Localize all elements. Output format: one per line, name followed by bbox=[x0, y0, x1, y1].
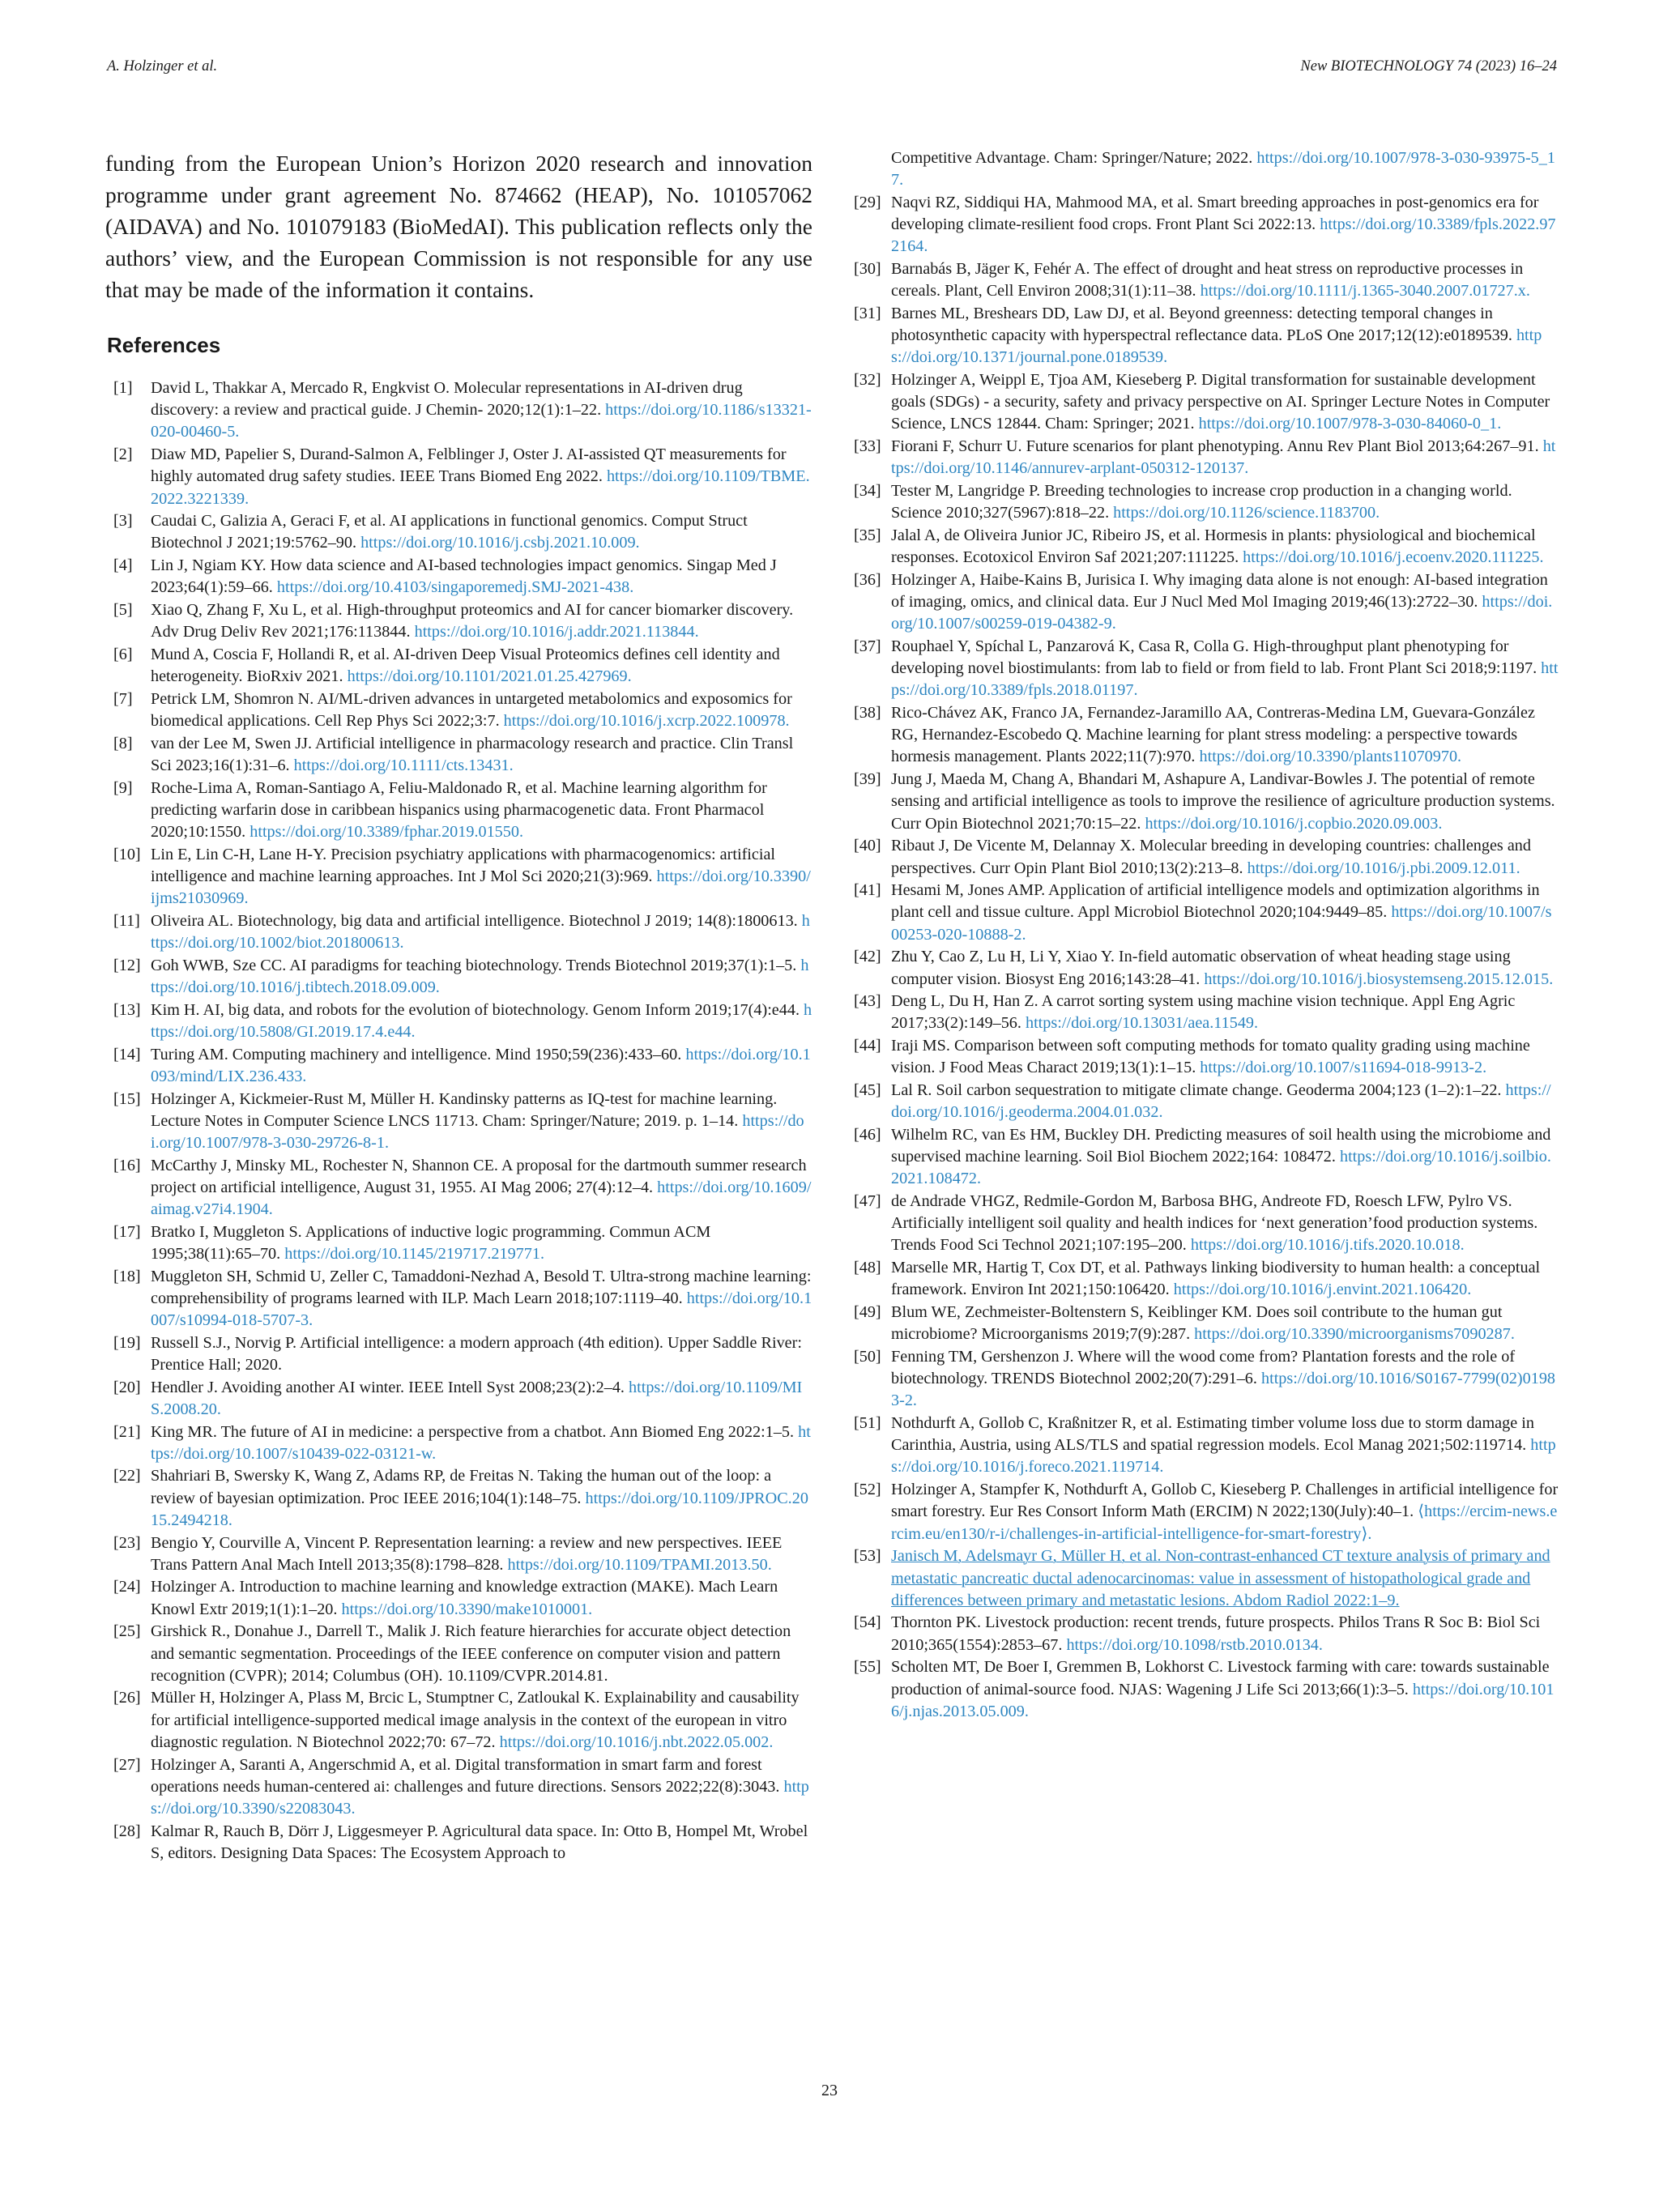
reference-text: Kim H. AI, big data, and robots for the evolution of biotechnology. Genom Inform 2019;17(4):e44. bbox=[151, 1000, 800, 1019]
reference-doi-link[interactable]: https://doi.org/10.1002/biot.201800613. bbox=[151, 911, 810, 953]
reference-text: Blum WE, Zechmeister-Boltenstern S, Keiblinger KM. Does soil contribute to the human gut microbiome? Microorganisms 2019;7(9):287. bbox=[891, 1303, 1503, 1344]
reference-number: [13] bbox=[113, 1000, 141, 1019]
reference-doi-link[interactable]: https://doi.org/10.3389/fphar.2019.01550. bbox=[249, 823, 524, 842]
reference-number: [37] bbox=[854, 637, 881, 655]
reference-text: Scholten MT, De Boer I, Gremmen B, Lokhorst C. Livestock farming with care: towards sustainable production of animal-source food. NJAS: Wagening J Life Sci 2013;66(1):3–5. bbox=[891, 1658, 1550, 1698]
reference-continuation bbox=[846, 147, 1559, 191]
reference-doi-link[interactable]: https://doi.org/10.1007/978-3-030-84060-0_1. bbox=[1198, 415, 1502, 433]
reference-doi-link[interactable]: https://doi.org/10.1007/s10439-022-03121-w. bbox=[151, 1422, 811, 1463]
reference-number: [38] bbox=[854, 704, 881, 722]
reference-item bbox=[846, 1124, 1559, 1191]
reference-item bbox=[105, 1332, 812, 1376]
reference-number: [7] bbox=[113, 689, 133, 708]
reference-number: [40] bbox=[854, 837, 881, 855]
reference-text: Janisch M, Adelsmayr G, Müller H, et al. Non-contrast-enhanced CT texture analysis of primary and metastatic pancreatic ductal adenocarcinomas: value in assessment of histopathological grade and differences between primary and metastatic lesions. Abdom Radiol 2022:1–9. bbox=[891, 1547, 1550, 1609]
reference-text: Bratko I, Muggleton S. Applications of inductive logic programming. Commun ACM 1995;38(11):65–70. bbox=[151, 1222, 711, 1263]
reference-item bbox=[105, 1421, 812, 1465]
reference-number: [36] bbox=[854, 570, 881, 589]
reference-doi-link[interactable]: https://doi.org/10.1007/s00259-019-04382-9. bbox=[891, 593, 1553, 633]
reference-doi-link[interactable]: https://doi.org/10.1101/2021.01.25.427969. bbox=[347, 667, 632, 686]
reference-text: Fiorani F, Schurr U. Future scenarios for plant phenotyping. Annu Rev Plant Biol 2013;64:267–91. bbox=[891, 437, 1539, 456]
reference-text: Naqvi RZ, Siddiqui HA, Mahmood MA, et al. Smart breeding approaches in post-genomics era for developing climate-resilient food crops. Front Plant Sci 2022:13. bbox=[891, 193, 1539, 234]
reference-doi-link[interactable]: https://doi.org/10.1007/978-3-030-29726-8-1. bbox=[151, 1111, 804, 1152]
reference-item bbox=[105, 1621, 812, 1687]
reference-text: Holzinger A, Weippl E, Tjoa AM, Kieseberg P. Digital transformation for sustainable development goals (SDGs) - a security, safety and privacy perspective on AI. Springer Lecture Notes in Computer Science, LNCS 12844. Cham: Springer; 2021. bbox=[891, 371, 1550, 433]
reference-text: Oliveira AL. Biotechnology, big data and artificial intelligence. Biotechnol J 2019; 14(8):1800613. bbox=[151, 911, 798, 930]
reference-number: [32] bbox=[854, 371, 881, 390]
reference-number: [17] bbox=[113, 1222, 141, 1241]
reference-doi-link[interactable]: https://doi.org/10.3390/plants11070970. bbox=[1199, 748, 1462, 766]
reference-number: [49] bbox=[854, 1303, 881, 1322]
reference-doi-link[interactable]: https://doi.org/10.1016/j.pbi.2009.12.011. bbox=[1247, 859, 1520, 877]
reference-doi-link[interactable]: https://doi.org/10.3389/fpls.2018.01197. bbox=[891, 659, 1559, 700]
reference-item bbox=[846, 1191, 1559, 1257]
reference-doi-link[interactable]: https://doi.org/10.1371/journal.pone.0189539. bbox=[891, 326, 1542, 367]
running-head-journal: New BIOTECHNOLOGY 74 (2023) 16–24 bbox=[1300, 58, 1557, 75]
reference-item bbox=[846, 1656, 1559, 1723]
reference-text: Mund A, Coscia F, Hollandi R, et al. AI-driven Deep Visual Proteomics defines cell identity and heterogeneity. BioRxiv 2021. bbox=[151, 645, 780, 686]
reference-item bbox=[105, 644, 812, 688]
reference-number: [48] bbox=[854, 1259, 881, 1277]
reference-doi-link[interactable]: https://doi.org/10.1093/mind/LIX.236.433. bbox=[151, 1045, 811, 1085]
reference-number: [43] bbox=[854, 992, 881, 1011]
reference-doi-link[interactable]: https://doi.org/10.1016/j.nbt.2022.05.002. bbox=[499, 1733, 774, 1751]
reference-number: [46] bbox=[854, 1125, 881, 1144]
reference-number: [8] bbox=[113, 734, 133, 752]
reference-doi-link[interactable]: https://doi.org/10.3390/make1010001. bbox=[341, 1600, 593, 1618]
reference-text: Diaw MD, Papelier S, Durand-Salmon A, Felblinger J, Oster J. AI-assisted QT measurements for highly automated drug safety studies. IEEE Trans Biomed Eng 2022. bbox=[151, 445, 787, 486]
reference-doi-link[interactable]: https://doi.org/10.1146/annurev-arplant-050312-120137. bbox=[891, 437, 1556, 478]
reference-text: Muggleton SH, Schmid U, Zeller C, Tamaddoni-Nezhad A, Besold T. Ultra-strong machine learning: comprehensibility of programs learned with ILP. Mach Learn 2018;107:1119–40. bbox=[151, 1267, 812, 1307]
reference-text: Lin J, Ngiam KY. How data science and AI-based technologies impact genomics. Singap Med J 2023;64(1):59–66. bbox=[151, 556, 777, 597]
reference-item bbox=[846, 192, 1559, 258]
reference-number: [55] bbox=[854, 1658, 881, 1677]
left-column bbox=[105, 147, 812, 1865]
reference-item bbox=[105, 1687, 812, 1754]
reference-number: [42] bbox=[854, 948, 881, 966]
reference-item bbox=[105, 555, 812, 599]
reference-text: Barnabás B, Jäger K, Fehér A. The effect of drought and heat stress on reproductive processes in cereals. Plant, Cell Environ 2008;31(1):11–38. bbox=[891, 260, 1524, 300]
reference-text: Barnes ML, Breshears DD, Law DJ, et al. Beyond greenness: detecting temporal changes in photosynthetic capacity with hyperspectral reflectance data. PLoS One 2017;12(12):e0189539. bbox=[891, 304, 1512, 345]
reference-number: [26] bbox=[113, 1689, 141, 1707]
reference-doi-link[interactable]: https://doi.org/10.3390/microorganisms7090287. bbox=[1194, 1325, 1515, 1344]
reference-text: Zhu Y, Cao Z, Lu H, Li Y, Xiao Y. In-field automatic observation of wheat heading stage using computer vision. Biosyst Eng 2016;143:28–41. bbox=[891, 948, 1511, 988]
reference-number: [24] bbox=[113, 1578, 141, 1596]
reference-item bbox=[105, 844, 812, 910]
reference-number: [6] bbox=[113, 645, 133, 663]
reference-text: Thornton PK. Livestock production: recent trends, future prospects. Philos Trans R Soc B: Biol Sci 2010;365(1554):2853–67. bbox=[891, 1613, 1541, 1654]
reference-text: Nothdurft A, Gollob C, Kraßnitzer R, et al. Estimating timber volume loss due to storm damage in Carinthia, Austria, using ALS/TLS and spatial regression models. Ecol Manag 2021;502:119714. bbox=[891, 1414, 1534, 1455]
reference-item bbox=[846, 1612, 1559, 1656]
reference-text: McCarthy J, Minsky ML, Rochester N, Shannon CE. A proposal for the dartmouth summer research project on artificial intelligence, August 31, 1955. AI Mag 2006; 27(4):12–4. bbox=[151, 1156, 807, 1196]
reference-text: Competitive Advantage. Cham: Springer/Nature; 2022. bbox=[891, 149, 1253, 167]
reference-doi-link[interactable]: https://doi.org/10.1126/science.1183700. bbox=[1113, 504, 1380, 522]
reference-number: [28] bbox=[113, 1822, 141, 1840]
reference-text: Petrick LM, Shomron N. AI/ML-driven advances in untargeted metabolomics and exposomics for biomedical applications. Cell Rep Phys Sci 2022;3:7. bbox=[151, 689, 792, 731]
reference-item bbox=[105, 999, 812, 1043]
reference-item bbox=[105, 910, 812, 954]
reference-doi-link[interactable]: https://doi.org/10.1016/j.ecoenv.2020.111225. bbox=[1243, 548, 1544, 567]
references-heading: References bbox=[107, 333, 221, 357]
reference-item bbox=[105, 510, 812, 554]
reference-item bbox=[846, 880, 1559, 946]
reference-item bbox=[105, 599, 812, 643]
reference-text: Rouphael Y, Spíchal L, Panzarová K, Casa R, Colla G. High-throughput plant phenotyping for developing novel biostimulants: from lab to field or from field to lab. Front Plant Sci 2018;9:1197. bbox=[891, 637, 1537, 678]
reference-text: Girshick R., Donahue J., Darrell T., Malik J. Rich feature hierarchies for accurate object detection and semantic segmentation. Proceedings of the IEEE conference on computer vision and pattern recognition (CVPR); 2014; Columbus (OH). 10.1109/CVPR.2014.81. bbox=[151, 1622, 791, 1685]
reference-text: Lin E, Lin C-H, Lane H-Y. Precision psychiatry applications with pharmacogenomics: artificial intelligence and machine learning approaches. Int J Mol Sci 2020;21(3):969. bbox=[151, 845, 776, 885]
reference-text: Caudai C, Galizia A, Geraci F, et al. AI applications in functional genomics. Comput Struct Biotechnol J 2021;19:5762–90. bbox=[151, 512, 748, 552]
reference-item bbox=[105, 1089, 812, 1155]
reference-number: [23] bbox=[113, 1533, 141, 1552]
reference-number: [51] bbox=[854, 1414, 881, 1433]
reference-number: [18] bbox=[113, 1267, 141, 1285]
reference-number: [45] bbox=[854, 1081, 881, 1100]
reference-item bbox=[105, 1754, 812, 1821]
reference-number: [22] bbox=[113, 1467, 141, 1485]
reference-number: [27] bbox=[113, 1755, 141, 1774]
reference-doi-link[interactable]: https://doi.org/10.1145/219717.219771. bbox=[284, 1244, 545, 1263]
reference-number: [11] bbox=[113, 911, 140, 930]
reference-text: Müller H, Holzinger A, Plass M, Brcic L, Stumptner C, Zatloukal K. Explainability and causability for artificial intelligence-supported medical image analysis in the context of the european in vitro diagnostic regulation. N Biotechnol 2022;70: 67–72. bbox=[151, 1689, 800, 1751]
reference-doi-link[interactable]: https://doi.org/10.4103/singaporemedj.SMJ-2021-438. bbox=[276, 578, 634, 597]
funding-statement: funding from the European Union’s Horizon 2020 research and innovation programme under grant agreement No. 874662 (HEAP), No. 101057062 (AIDAVA) and No. 101079183 (BioMedAI). This publication reflects only the authors’ view, and the European Commission is not responsible for any use that may be made of the information it contains. bbox=[105, 151, 812, 302]
reference-text: Holzinger A, Kickmeier-Rust M, Müller H. Kandinsky patterns as IQ-test for machine learning. Lecture Notes in Computer Science LNCS 11713. Cham: Springer/Nature; 2019. p. 1–14. bbox=[151, 1089, 778, 1130]
reference-doi-link[interactable]: https://doi.org/10.1098/rstb.2010.0134. bbox=[1066, 1635, 1323, 1654]
reference-item bbox=[846, 1479, 1559, 1545]
reference-text: Bengio Y, Courville A, Vincent P. Representation learning: a review and new perspectives. IEEE Trans Pattern Anal Mach Intell 2013;35(8):1798–828. bbox=[151, 1533, 783, 1574]
reference-text: King MR. The future of AI in medicine: a perspective from a chatbot. Ann Biomed Eng 2022:1–5. bbox=[151, 1422, 795, 1441]
reference-text: Hendler J. Avoiding another AI winter. IEEE Intell Syst 2008;23(2):2–4. bbox=[151, 1378, 625, 1396]
reference-text: Marselle MR, Hartig T, Cox DT, et al. Pathways linking biodiversity to human health: a conceptual framework. Environ Int 2021;150:106420. bbox=[891, 1259, 1541, 1299]
reference-number: [53] bbox=[854, 1547, 881, 1566]
reference-number: [50] bbox=[854, 1347, 881, 1366]
reference-number: [31] bbox=[854, 304, 881, 322]
reference-doi-link[interactable]: https://doi.org/10.1186/s13321-020-00460-5. bbox=[151, 401, 812, 441]
reference-doi-link[interactable]: https://doi.org/10.1111/j.1365-3040.2007.01727.x. bbox=[1200, 282, 1530, 300]
reference-item bbox=[105, 1044, 812, 1088]
reference-text: de Andrade VHGZ, Redmile-Gordon M, Barbosa BHG, Andreote FD, Roesch LFW, Pylro VS. Artificially intelligent soil quality and health indices for ‘next generation’food production systems. Trends Food Sci Technol 2021;107:195–200. bbox=[891, 1192, 1538, 1255]
page-number: 23 bbox=[821, 2082, 838, 2099]
reference-number: [21] bbox=[113, 1422, 141, 1441]
reference-number: [10] bbox=[113, 845, 141, 863]
reference-item bbox=[846, 1035, 1559, 1079]
reference-doi-link[interactable]: https://doi.org/10.1016/S0167-7799(02)01983-2. bbox=[891, 1370, 1556, 1410]
reference-number: [1] bbox=[113, 379, 133, 397]
reference-item bbox=[846, 480, 1559, 524]
reference-item bbox=[105, 444, 812, 510]
reference-number: [47] bbox=[854, 1192, 881, 1211]
reference-doi-link[interactable]: https://doi.org/10.1016/j.tibtech.2018.09.009. bbox=[151, 956, 809, 996]
reference-text: Holzinger A. Introduction to machine learning and knowledge extraction (MAKE). Mach Learn Knowl Extr 2019;1(1):1–20. bbox=[151, 1578, 778, 1618]
reference-text: Tester M, Langridge P. Breeding technologies to increase crop production in a changing world. Science 2010;327(5967):818–22. bbox=[891, 482, 1512, 522]
reference-number: [29] bbox=[854, 193, 881, 211]
reference-number: [34] bbox=[854, 482, 881, 501]
reference-number: [20] bbox=[113, 1378, 141, 1396]
reference-text: Holzinger A, Stampfer K, Nothdurft A, Gollob C, Kieseberg P. Challenges in artificial intelligence for smart forestry. Eur Res Consort Inform Math (ERCIM) N 2022;130(July):40–1. bbox=[891, 1481, 1559, 1521]
reference-doi-link[interactable]: https://doi.org/10.1109/MIS.2008.20. bbox=[151, 1378, 803, 1418]
reference-item bbox=[846, 369, 1559, 436]
reference-item bbox=[846, 991, 1559, 1034]
reference-text: David L, Thakkar A, Mercado R, Engkvist O. Molecular representations in AI-driven drug discovery: a review and practical guide. J Chemin- 2020;12(1):1–22. bbox=[151, 379, 743, 420]
reference-number: [33] bbox=[854, 437, 881, 456]
reference-text: Xiao Q, Zhang F, Xu L, et al. High-throughput proteomics and AI for cancer biomarker discovery. Adv Drug Deliv Rev 2021;176:113844. bbox=[151, 601, 794, 641]
reference-text: Lal R. Soil carbon sequestration to mitigate climate change. Geoderma 2004;123 (1–2):1–22. bbox=[891, 1081, 1502, 1100]
reference-number: [12] bbox=[113, 956, 141, 974]
reference-item bbox=[105, 688, 812, 732]
reference-item bbox=[105, 1377, 812, 1421]
reference-doi-link[interactable]: https://doi.org/10.1109/JPROC.2015.2494218. bbox=[151, 1489, 808, 1529]
reference-doi-link[interactable]: https://doi.org/10.1016/j.biosystemseng.2015.12.015. bbox=[1204, 970, 1554, 988]
reference-doi-link[interactable]: https://doi.org/10.1609/aimag.v27i4.1904. bbox=[151, 1178, 812, 1219]
reference-number: [39] bbox=[854, 770, 881, 789]
reference-item bbox=[846, 436, 1559, 479]
reference-doi-link[interactable]: https://doi.org/10.3389/fpls.2022.972164. bbox=[891, 215, 1556, 256]
reference-doi-link[interactable]: https://doi.org/10.3390/s22083043. bbox=[151, 1777, 809, 1818]
reference-doi-link[interactable]: https://doi.org/10.1016/j.geoderma.2004.01.032. bbox=[891, 1081, 1551, 1122]
reference-list-left bbox=[105, 377, 812, 1865]
reference-item bbox=[105, 377, 812, 444]
reference-number: [3] bbox=[113, 512, 133, 531]
reference-text: Turing AM. Computing machinery and intelligence. Mind 1950;59(236):433–60. bbox=[151, 1045, 682, 1063]
reference-doi-link[interactable]: https://doi.org/10.1016/j.foreco.2021.119714. bbox=[891, 1436, 1556, 1477]
reference-item bbox=[105, 733, 812, 777]
reference-doi-link[interactable]: https://doi.org/10.13031/aea.11549. bbox=[1025, 1014, 1259, 1033]
reference-number: [16] bbox=[113, 1156, 141, 1174]
reference-text: Hesami M, Jones AMP. Application of artificial intelligence models and optimization algorithms in plant cell and tissue culture. Appl Microbiol Biotechnol 2020;104:9449–85. bbox=[891, 881, 1540, 922]
reference-item bbox=[846, 303, 1559, 369]
reference-item bbox=[105, 1155, 812, 1221]
reference-number: [25] bbox=[113, 1622, 141, 1641]
reference-text: Deng L, Du H, Han Z. A carrot sorting system using machine vision technique. Appl Eng Agric 2017;33(2):149–56. bbox=[891, 992, 1516, 1033]
reference-item bbox=[105, 1266, 812, 1332]
reference-number: [15] bbox=[113, 1089, 141, 1108]
reference-number: [19] bbox=[113, 1333, 141, 1352]
reference-number: [9] bbox=[113, 778, 133, 797]
reference-item bbox=[846, 1413, 1559, 1479]
reference-doi-link[interactable]: https://doi.org/10.1016/j.njas.2013.05.009. bbox=[891, 1680, 1555, 1720]
reference-item bbox=[846, 1080, 1559, 1123]
reference-number: [4] bbox=[113, 556, 133, 575]
reference-item bbox=[846, 769, 1559, 835]
reference-text: Kalmar R, Rauch B, Dörr J, Liggesmeyer P. Agricultural data space. In: Otto B, Hompel Mt, Wrobel S, editors. Designing Data Spaces: The Ecosystem Approach to bbox=[151, 1822, 808, 1862]
reference-item bbox=[105, 1465, 812, 1532]
reference-doi-link[interactable]: https://doi.org/10.1016/j.addr.2021.113844. bbox=[414, 623, 699, 641]
reference-text: Fenning TM, Gershenzon J. Where will the wood come from? Plantation forests and the role of biotechnology. TRENDS Biotechnol 2002;20(7):291–6. bbox=[891, 1347, 1516, 1388]
reference-item bbox=[846, 569, 1559, 636]
reference-item bbox=[105, 1532, 812, 1576]
reference-number: [30] bbox=[854, 260, 881, 279]
right-column bbox=[846, 147, 1559, 1723]
reference-doi-link[interactable]: https://doi.org/10.1007/s11694-018-9913-2. bbox=[1200, 1059, 1487, 1077]
reference-doi-link[interactable]: https://doi.org/10.1016/j.tifs.2020.10.018. bbox=[1190, 1236, 1465, 1255]
reference-text: Roche-Lima A, Roman-Santiago A, Feliu-Maldonado R, et al. Machine learning algorithm for predicting warfarin dose in caribbean hispanics using pharmacogenetic data. Front Pharmacol 2020;10:1550. bbox=[151, 778, 767, 842]
reference-number: [52] bbox=[854, 1481, 881, 1499]
reference-doi-link[interactable]: https://doi.org/10.1111/cts.13431. bbox=[293, 756, 514, 774]
reference-text: Jung J, Maeda M, Chang A, Bhandari M, Ashapure A, Landivar-Bowles J. The potential of remote sensing and artificial intelligence as tools to improve the resilience of agriculture production systems. Curr Opin Biotechnol 2021;70:15–22. bbox=[891, 770, 1555, 833]
reference-number: [35] bbox=[854, 526, 881, 544]
reference-text: Russell S.J., Norvig P. Artificial intelligence: a modern approach (4th edition). Upper Saddle River: Prentice Hall; 2020. bbox=[151, 1333, 802, 1374]
reference-item bbox=[105, 1576, 812, 1620]
reference-number: [54] bbox=[854, 1613, 881, 1632]
reference-doi-link[interactable]: https://doi.org/10.1016/j.csbj.2021.10.009. bbox=[360, 534, 640, 552]
reference-number: [41] bbox=[854, 881, 881, 900]
reference-item[interactable] bbox=[846, 1545, 1559, 1612]
reference-item bbox=[846, 636, 1559, 702]
reference-item bbox=[846, 1302, 1559, 1345]
reference-doi-link[interactable]: ⟨https://ercim-news.ercim.eu/en130/r-i/challenges-in-artificial-intelligence-for-smart-forestry⟩. bbox=[891, 1502, 1558, 1543]
reference-item bbox=[846, 525, 1559, 569]
reference-item bbox=[846, 835, 1559, 879]
reference-item bbox=[105, 1221, 812, 1265]
running-head-authors: A. Holzinger et al. bbox=[107, 58, 218, 75]
reference-text: Shahriari B, Swersky K, Wang Z, Adams RP, de Freitas N. Taking the human out of the loop: a review of bayesian optimization. Proc IEEE 2016;104(1):148–75. bbox=[151, 1467, 772, 1507]
reference-item bbox=[105, 955, 812, 999]
reference-text: Holzinger A, Saranti A, Angerschmid A, et al. Digital transformation in smart farm and forest operations needs human-centered ai: challenges and future directions. Sensors 2022;22(8):3043. bbox=[151, 1755, 780, 1796]
reference-number: [44] bbox=[854, 1037, 881, 1055]
reference-text: Iraji MS. Comparison between soft computing methods for tomato quality grading using machine vision. J Food Meas Charact 2019;13(1):1–15. bbox=[891, 1037, 1530, 1077]
reference-item bbox=[105, 778, 812, 844]
reference-list-right bbox=[846, 192, 1559, 1723]
reference-doi-link[interactable]: https://doi.org/10.1109/TPAMI.2013.50. bbox=[507, 1555, 772, 1574]
reference-number: [2] bbox=[113, 445, 133, 464]
reference-doi-link[interactable]: https://doi.org/10.1007/978-3-030-93975-5_17. bbox=[891, 149, 1555, 190]
reference-text: Rico-Chávez AK, Franco JA, Fernandez-Jaramillo AA, Contreras-Medina LM, Guevara-González RG, Hernandez-Escobedo Q. Machine learning for plant stress modeling: a perspective towards hormesis management. Plants 2022;11(7):970. bbox=[891, 704, 1535, 766]
reference-text: Holzinger A, Haibe-Kains B, Jurisica I. Why imaging data alone is not enough: AI-based integration of imaging, omics, and clinical data. Eur J Nucl Med Mol Imaging 2019;46(13):2722–30. bbox=[891, 570, 1548, 612]
reference-text: van der Lee M, Swen JJ. Artificial intelligence in pharmacology research and practice. Clin Transl Sci 2023;16(1):31–6. bbox=[151, 734, 794, 774]
reference-item bbox=[846, 1346, 1559, 1413]
reference-item bbox=[846, 702, 1559, 769]
reference-doi-link[interactable]: https://doi.org/10.1016/j.copbio.2020.09.003. bbox=[1145, 814, 1443, 833]
reference-doi-link[interactable]: https://doi.org/10.1109/TBME.2022.3221339. bbox=[151, 467, 810, 508]
reference-number: [5] bbox=[113, 601, 133, 620]
reference-doi-link[interactable]: https://doi.org/10.1007/s00253-020-10888-2. bbox=[891, 903, 1552, 944]
reference-text: Jalal A, de Oliveira Junior JC, Ribeiro JS, et al. Hormesis in plants: physiological and biochemical responses. Ecotoxicol Environ Saf 2021;207:111225. bbox=[891, 526, 1536, 567]
reference-item bbox=[846, 1257, 1559, 1301]
reference-item bbox=[846, 946, 1559, 990]
reference-doi-link[interactable]: https://doi.org/10.1007/s10994-018-5707-3. bbox=[151, 1289, 812, 1330]
reference-doi-link[interactable]: https://doi.org/10.1016/j.xcrp.2022.100978. bbox=[503, 712, 790, 731]
reference-item bbox=[105, 1821, 812, 1865]
reference-number: [14] bbox=[113, 1045, 141, 1063]
reference-item bbox=[846, 258, 1559, 302]
reference-doi-link[interactable]: https://doi.org/10.1016/j.soilbio.2021.108472. bbox=[891, 1148, 1551, 1188]
reference-doi-link[interactable]: https://doi.org/10.1016/j.envint.2021.106420. bbox=[1173, 1281, 1472, 1299]
reference-text: Goh WWB, Sze CC. AI paradigms for teaching biotechnology. Trends Biotechnol 2019;37(1):1–5. bbox=[151, 956, 797, 974]
reference-text: Wilhelm RC, van Es HM, Buckley DH. Predicting measures of soil health using the microbiome and supervised machine learning. Soil Biol Biochem 2022;164: 108472. bbox=[891, 1125, 1551, 1166]
reference-doi-link[interactable]: https://doi.org/10.5808/GI.2019.17.4.e44. bbox=[151, 1000, 812, 1041]
reference-text: Ribaut J, De Vicente M, Delannay X. Molecular breeding in developing countries: challenges and perspectives. Curr Opin Plant Biol 2010;13(2):213–8. bbox=[891, 837, 1531, 877]
reference-doi-link[interactable]: https://doi.org/10.3390/ijms21030969. bbox=[151, 867, 811, 908]
